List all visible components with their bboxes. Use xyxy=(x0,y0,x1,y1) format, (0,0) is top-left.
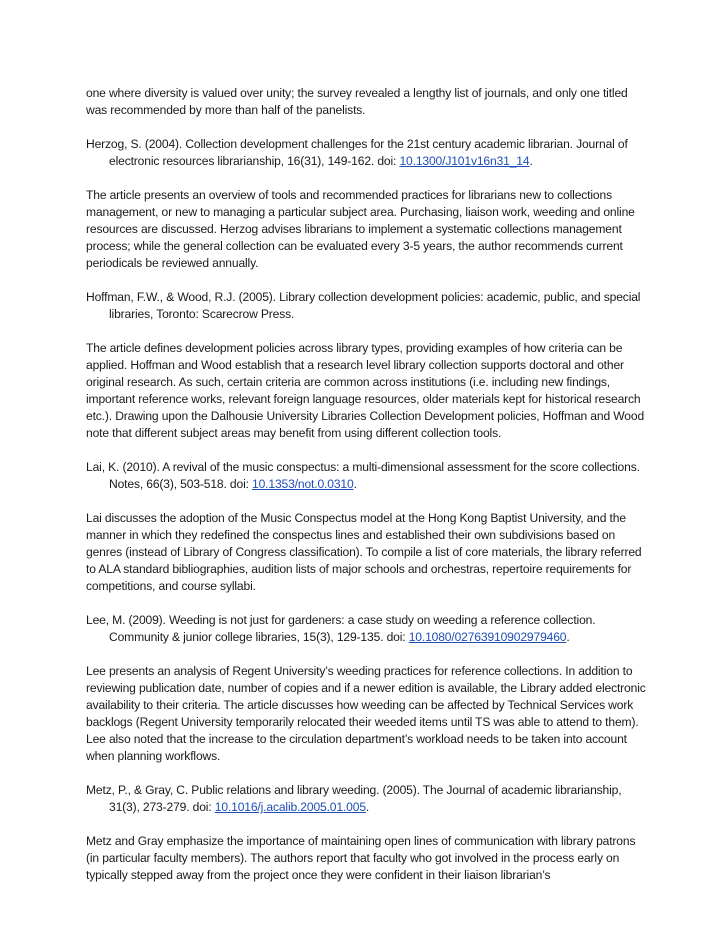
paragraph-text: The article defines development policies across library types, providing examples of how criteria can be applied. Hoffman and Wood establish that a research level library collection supports doctoral and other original research. As such, certain criteria are common across institutions (i.e. including new findings, important reference works, relevant foreign language resources, older materials kept for historical research etc.). Drawing upon the Dalhousie University Libraries Collection Development policies, Hoffman and Wood note that different subject areas may benefit from using different collection tools. xyxy=(86,341,645,440)
reference-lee xyxy=(86,612,646,646)
doi-link[interactable]: 10.1300/J101v16n31_14 xyxy=(399,154,530,168)
reference-text: Herzog, S. (2004). Collection development challenges for the 21st century academic librarian. Journal of electronic resources librarianship, 16(31), 149-162. doi: xyxy=(86,137,628,168)
annotation-lai xyxy=(86,510,646,595)
paragraph-continuation xyxy=(86,85,646,119)
reference-text: Lee, M. (2009). Weeding is not just for gardeners: a case study on weeding a reference collection. Community & junior college libraries, 15(3), 129-135. doi: xyxy=(86,613,596,644)
annotation-herzog xyxy=(86,187,646,272)
reference-herzog xyxy=(86,136,646,170)
paragraph-text: Metz and Gray emphasize the importance of maintaining open lines of communication with library patrons (in particular faculty members). The authors report that faculty who got involved in the process early on typically stepped away from the project once they were confident in their liaison librarian’s xyxy=(86,834,636,882)
reference-lai xyxy=(86,459,646,493)
reference-end: . xyxy=(566,630,570,644)
reference-text: Lai, K. (2010). A revival of the music conspectus: a multi-dimensional assessment for the score collections. Notes, 66(3), 503-518. doi: xyxy=(86,460,640,491)
doi-link[interactable]: 10.1353/not.0.0310 xyxy=(252,477,354,491)
reference-end: . xyxy=(529,154,533,168)
paragraph-text: one where diversity is valued over unity; the survey revealed a lengthy list of journals, and only one titled was recommended by more than half of the panelists. xyxy=(86,86,628,117)
paragraph-text: Lee presents an analysis of Regent University’s weeding practices for reference collections. In addition to reviewing publication date, number of copies and if a newer edition is available, the Library added electronic availability to their criteria. The article discusses how weeding can be affected by Technical Services work backlogs (Regent University temporarily relocated their weeded items until TS was able to attend to them). Lee also noted that the increase to the circulation department’s workload needs to be taken into account when planning workflows. xyxy=(86,664,646,763)
reference-hoffman xyxy=(86,289,646,323)
reference-end: . xyxy=(353,477,357,491)
reference-text: Hoffman, F.W., & Wood, R.J. (2005). Library collection development policies: academic, public, and special libraries, Toronto: Scarecrow Press. xyxy=(86,290,641,321)
reference-end: . xyxy=(365,800,370,814)
doi-link[interactable]: 10.1016/j.acalib.2005.01.005 xyxy=(214,800,366,814)
reference-metz xyxy=(86,782,646,816)
paragraph-text: The article presents an overview of tools and recommended practices for librarians new to collections management, or new to managing a particular subject area. Purchasing, liaison work, weeding and online resources are discussed. Herzog advises librarians to implement a systematic collections management process; while the general collection can be evaluated every 3-5 years, the author recommends current periodicals be reviewed annually. xyxy=(86,188,635,270)
document-body xyxy=(86,85,646,901)
annotation-lee xyxy=(86,663,646,765)
doi-link[interactable]: 10.1080/02763910902979460 xyxy=(408,630,567,644)
annotation-metz xyxy=(86,833,646,884)
annotation-hoffman xyxy=(86,340,646,442)
reference-text: Metz, P., & Gray, C. Public relations and library weeding. (2005). The Journal of academic librarianship, 31(3), 273-279. doi: xyxy=(86,783,622,814)
paragraph-text: Lai discusses the adoption of the Music Conspectus model at the Hong Kong Baptist University, and the manner in which they redefined the conspectus lines and established their own subdivisions based on genres (instead of Library of Congress classification). To compile a list of core materials, the library referred to ALA standard bibliographies, audition lists of major schools and orchestras, repertoire requirements for competitions, and course syllabi. xyxy=(86,511,642,593)
